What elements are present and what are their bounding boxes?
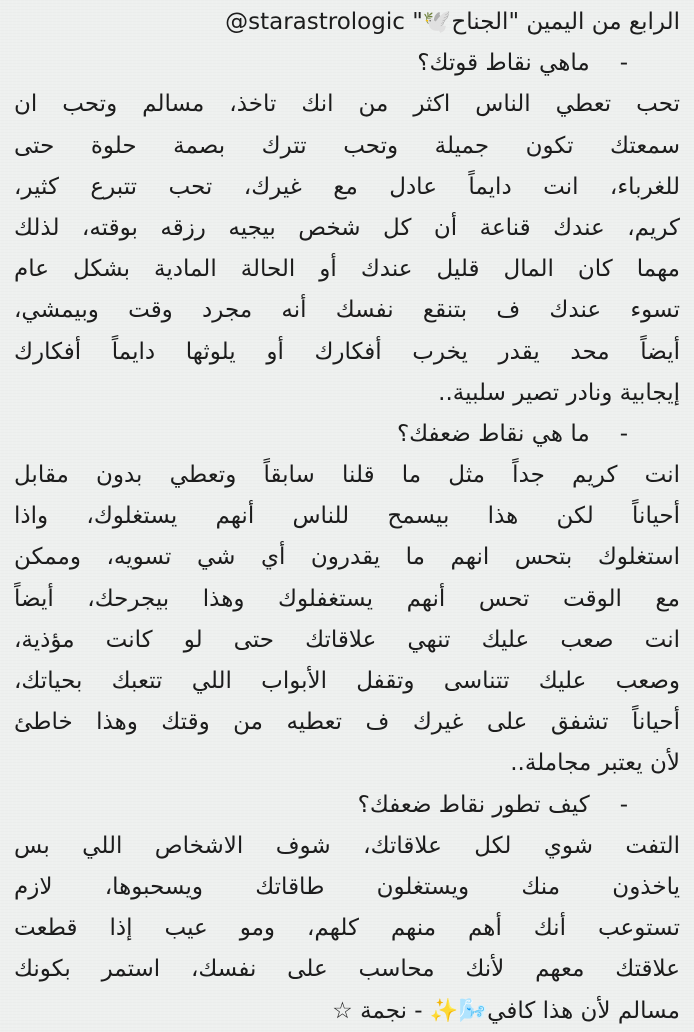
paragraph-line: سمعتك تكون جميلة وتحب تترك بصمة حلوة حتى — [14, 132, 680, 159]
paragraph-line: وصعب عليك تتناسى وتقفل الأبواب اللي تتعبك بحياتك، — [14, 668, 680, 694]
closing-line: مسالم لأن هذا كافي🌬️✨ - نجمة ☆ — [332, 997, 680, 1024]
paragraph-line: ياخذون منك ويستغلون طاقاتك ويسحبوها، لازم — [14, 873, 680, 900]
bullet-dash: - — [619, 791, 628, 818]
note-title: الرابع من اليمين "الجناح🕊️" — [412, 9, 680, 35]
paragraph-line: مهما كان المال قليل عندك أو الحالة المادية بشكل عام — [14, 256, 680, 283]
paragraph-line: انت كريم جداً مثل ما قلنا سابقاً وتعطي بدون مقابل — [14, 462, 680, 489]
section-improve-question — [14, 785, 680, 826]
paragraph-line: إيجابية ونادر تصير سلبية.. — [438, 379, 680, 406]
paragraph-line: للغرباء، انت دايماً عادل مع غيرك، تحب تتبرع كثير، — [14, 173, 680, 200]
paragraph-line: تستوعب أنك أهم منهم كلهم، ومو عيب إذا قطعت — [14, 915, 680, 942]
paragraph-line: تسوء عندك ف بتنقع نفسك أنه مجرد وقت وبيمشي، — [14, 297, 680, 324]
question-text: ما هي نقاط ضعفك؟ — [396, 420, 590, 447]
paragraph-line: أحياناً تشفق على غيرك ف تعطيه من وقتك وهذا خاطئ — [14, 709, 680, 736]
paragraph-line: لأن يعتبر مجاملة.. — [510, 750, 680, 777]
paragraph-line: تحب تعطي الناس اكثر من انك تاخذ، مسالم وتحب ان — [14, 91, 680, 118]
bullet-dash: - — [619, 50, 628, 77]
bullet-dash: - — [619, 420, 628, 447]
header-line — [14, 2, 680, 43]
question-text: كيف تطور نقاط ضعفك؟ — [357, 791, 590, 818]
section-weaknesses-question — [14, 414, 680, 455]
paragraph-line: علاقتك معهم لأنك محاسب على نفسك، استمر بكونك — [14, 956, 680, 983]
paragraph-line: أيضاً محد يقدر يخرب أفكارك أو يلوثها دايماً أفكارك — [14, 338, 680, 365]
paragraph-line: استغلوك بتحس انهم ما يقدرون أي شي تسويه، وممكن — [14, 544, 680, 571]
paragraph-line: كريم، عندك قناعة أن كل شخص بيجيه رزقه بوقته، لذلك — [14, 214, 680, 241]
section-strengths-question — [14, 43, 680, 84]
paragraph-line: انت صعب عليك تنهي علاقاتك حتى لو كانت مؤذية، — [14, 626, 680, 653]
paragraph-line: مع الوقت تحس أنهم يستغفلوك وهذا بيجرحك، أيضاً — [14, 585, 680, 612]
paragraph-line: أحياناً لكن هذا بيسمح للناس أنهم يستغلوك، واذا — [14, 503, 680, 530]
question-text: ماهي نقاط قوتك؟ — [417, 50, 590, 77]
paragraph-line: التفت شوي لكل علاقاتك، شوف الاشخاص اللي بس — [14, 832, 680, 859]
author-handle: @starastrologic — [225, 9, 405, 35]
